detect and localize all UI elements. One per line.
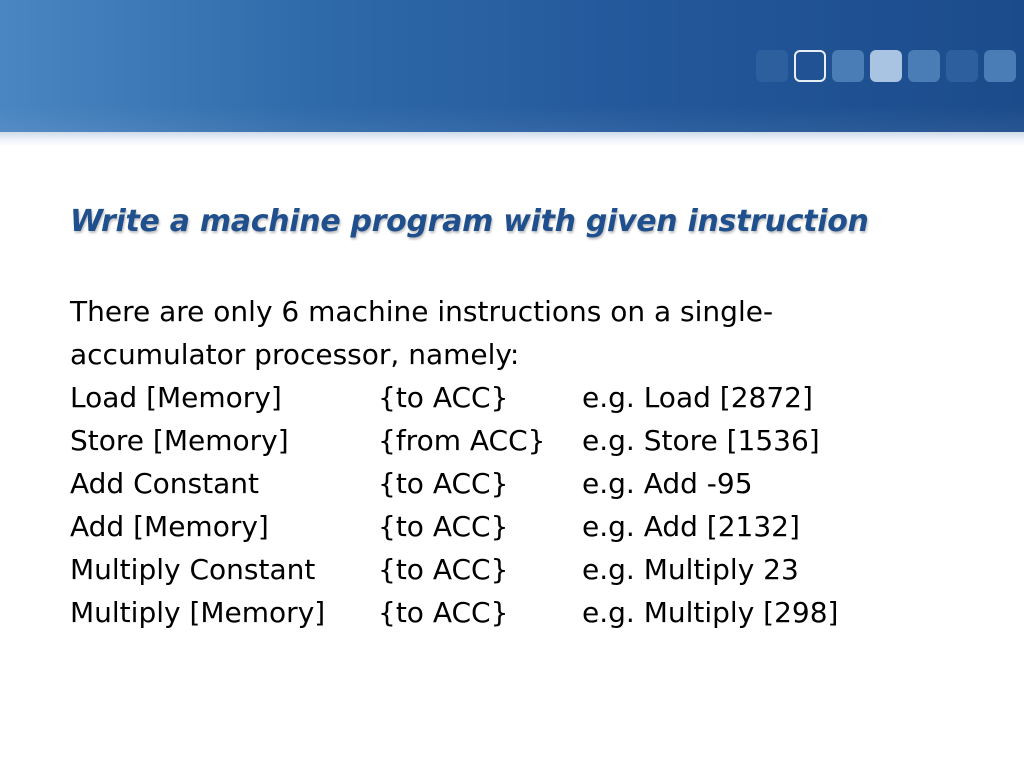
instruction-effect: {from ACC} <box>378 424 546 457</box>
instruction-row <box>70 462 950 505</box>
intro-text-line-1: There are only 6 machine instructions on a single- <box>70 295 774 328</box>
slide-title: Write a machine program with given instruction <box>70 204 869 239</box>
decor-square <box>908 50 940 82</box>
instruction-effect: {to ACC} <box>378 553 509 586</box>
instruction-name: Store [Memory] <box>70 424 289 457</box>
instruction-example: e.g. Add [2132] <box>582 510 800 543</box>
instruction-row <box>70 548 950 591</box>
instruction-effect: {to ACC} <box>378 596 509 629</box>
instruction-row <box>70 376 950 419</box>
instruction-effect: {to ACC} <box>378 381 509 414</box>
header-band <box>0 0 1024 132</box>
instruction-name: Add [Memory] <box>70 510 269 543</box>
decor-square <box>832 50 864 82</box>
slide-body <box>70 290 950 634</box>
instruction-example: e.g. Multiply 23 <box>582 553 799 586</box>
instruction-example: e.g. Multiply [298] <box>582 596 839 629</box>
decor-square <box>946 50 978 82</box>
instruction-row <box>70 505 950 548</box>
instruction-example: e.g. Store [1536] <box>582 424 820 457</box>
decor-square <box>756 50 788 82</box>
instruction-example: e.g. Load [2872] <box>582 381 813 414</box>
instruction-row <box>70 419 950 462</box>
decor-square <box>794 50 826 82</box>
instruction-effect: {to ACC} <box>378 467 509 500</box>
decor-square <box>984 50 1016 82</box>
decorative-squares <box>756 50 1016 82</box>
instruction-name: Multiply [Memory] <box>70 596 326 629</box>
decor-square <box>870 50 902 82</box>
instruction-name: Multiply Constant <box>70 553 316 586</box>
instruction-name: Add Constant <box>70 467 259 500</box>
instruction-effect: {to ACC} <box>378 510 509 543</box>
instruction-name: Load [Memory] <box>70 381 282 414</box>
header-shadow <box>0 132 1024 146</box>
instruction-row <box>70 591 950 634</box>
instruction-example: e.g. Add -95 <box>582 467 753 500</box>
intro-text-line-2: accumulator processor, namely: <box>70 338 520 371</box>
